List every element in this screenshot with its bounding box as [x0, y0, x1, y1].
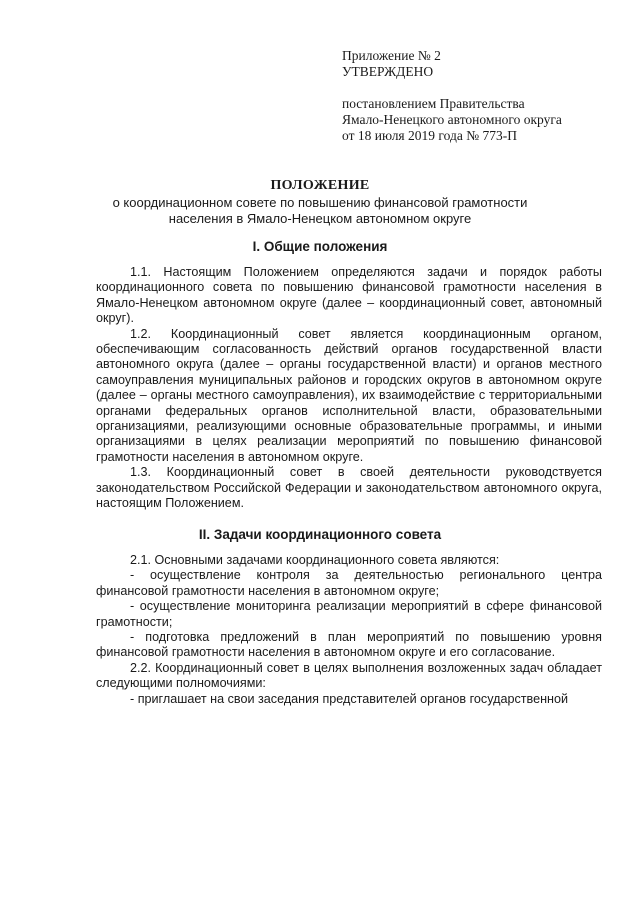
section-1-heading: I. Общие положения [252, 239, 388, 254]
document-title: ПОЛОЖЕНИЕ [270, 178, 370, 193]
appendix-label: Приложение № 2 [342, 48, 441, 63]
document-subtitle: о координационном совете по повышению финансовой грамотности населения в Ямало-Ненецком автономном округе [112, 195, 528, 226]
paragraph-2-2: 2.2. Координационный совет в целях выполнения возложенных задач обладает следующими полномочиями: [96, 660, 602, 691]
power-item-1: - приглашает на свои заседания представителей органов государственной [130, 691, 569, 706]
section-1-body [96, 265, 602, 512]
resolution-line-1: постановлением Правительства [342, 96, 525, 111]
resolution-line-3: от 18 июля 2019 года № 773-П [342, 128, 517, 143]
approved-label: УТВЕРЖДЕНО [342, 64, 434, 79]
section-2-body [96, 553, 602, 707]
paragraph-2-1: 2.1. Основными задачами координационного совета являются: [130, 553, 500, 567]
paragraph-1-1: 1.1. Настоящим Положением определяются задачи и порядок работы координационного совета по повышению финансовой грамотности населения в Ямало-Ненецком автономном округе (далее – координационный совет, автономный округ). [96, 265, 602, 326]
spacer [342, 80, 612, 96]
section-2-heading: II. Задачи координационного совета [198, 527, 442, 542]
task-item-1: - осуществление контроля за деятельностью регионального центра финансовой грамотности населения в автономном округе; [96, 568, 602, 598]
paragraph-1-3: 1.3. Координационный совет в своей деятельности руководствуется законодательством Российской Федерации и законодательством автономного округа, настоящим Положением. [96, 465, 602, 511]
resolution-line-2: Ямало-Ненецкого автономного округа [342, 112, 562, 127]
task-item-3: - подготовка предложений в план мероприятий по повышению уровня финансовой грамотности населения в автономном округе и его согласование. [96, 630, 602, 660]
task-item-2: - осуществление мониторинга реализации мероприятий в сфере финансовой грамотности; [96, 599, 602, 629]
approval-block [342, 48, 612, 144]
paragraph-1-2: 1.2. Координационный совет является координационным органом, обеспечивающим согласованность действий органов государственной власти автономного округа (далее – органы государственной власти) и органов местного самоуправления муниципальных районов и городских округов в автономном округе (далее – органы местного самоуправления), их взаимодействие с территориальными органами федеральных органов исполнительной власти, образовательными организациями, реализующими основные образовательные программы, и иными организациями в целях реализации мероприятий по повышению финансовой грамотности населения в автономном округе. [96, 326, 602, 464]
